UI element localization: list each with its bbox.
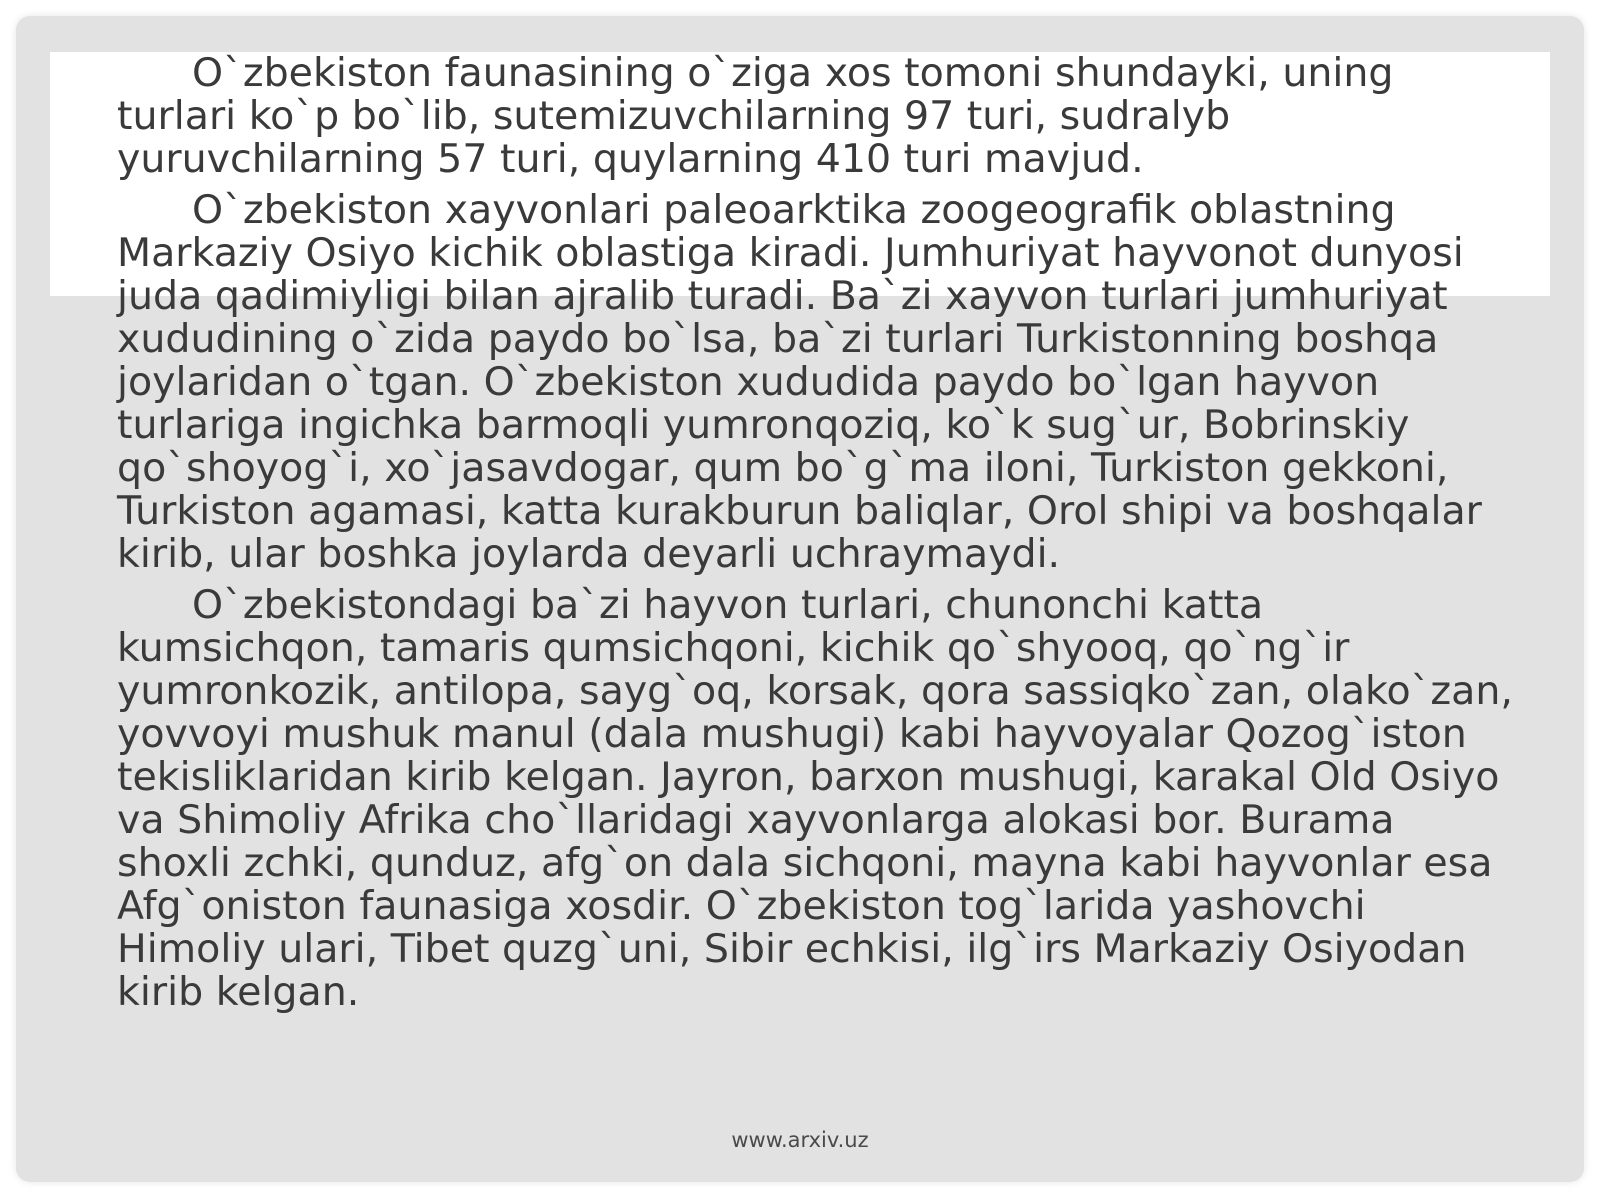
paragraph-1: O`zbekiston faunasining o`ziga xos tomoni shundayki, uning turlari ko`p bo`lib, sutemizuvchilarning 97 turi, sudralyb yuruvchilarning 57 turi, quylarning 410 turi mavjud. — [117, 50, 1394, 182]
footer-url: www.arxiv.uz — [731, 1128, 869, 1152]
paragraph-3: O`zbekistondagi ba`zi hayvon turlari, chunonchi katta kumsichqon, tamaris qumsichqoni, kichik qo`shyooq, qo`ng`ir yumronkozik, antilopa, sayg`oq, korsak, qora sassiqko`zan, olako`zan, yovvoyi mushuk manul (dala mushugi) kabi hayvoyalar Qozog`iston tekisliklaridan kirib kelgan. Jayron, barxon mushugi, karakal Old Osiyo va Shimoliy Afrika cho`llaridagi xayvonlarga alokasi bor. Burama shoxli zchki, qunduz, afg`on dala sichqoni, mayna kabi hayvonlar esa Afg`oniston faunasiga xosdir. O`zbekiston tog`larida yashovchi Himoliy ulari, Tibet quzg`uni, Sibir echkisi, ilg`irs Markaziy Osiyodan kirib kelgan. — [117, 582, 1513, 1015]
paragraph-2: O`zbekiston xayvonlari paleoarktika zoogeografik oblastning Markaziy Osiyo kichik oblastiga kiradi. Jumhuriyat hayvonot dunyosi juda qadimiyligi bilan ajralib turadi. Ba`zi xayvon turlari jumhuriyat xududining o`zida paydo bo`lsa, ba`zi turlari Turkistonning boshqa joylaridan o`tgan. O`zbekiston xududida paydo bo`lgan hayvon turlariga ingichka barmoqli yumronqoziq, ko`k sug`ur, Bobrinskiy qo`shoyog`i, xo`jasavdogar, qum bo`g`ma iloni, Turkiston gekkoni, Turkiston agamasi, katta kurakburun baliqlar, Orol shipi va boshqalar kirib, ular boshka joylarda deyarli uchraymaydi. — [117, 187, 1482, 577]
slide-body-text — [117, 52, 1517, 1022]
slide — [16, 16, 1584, 1182]
